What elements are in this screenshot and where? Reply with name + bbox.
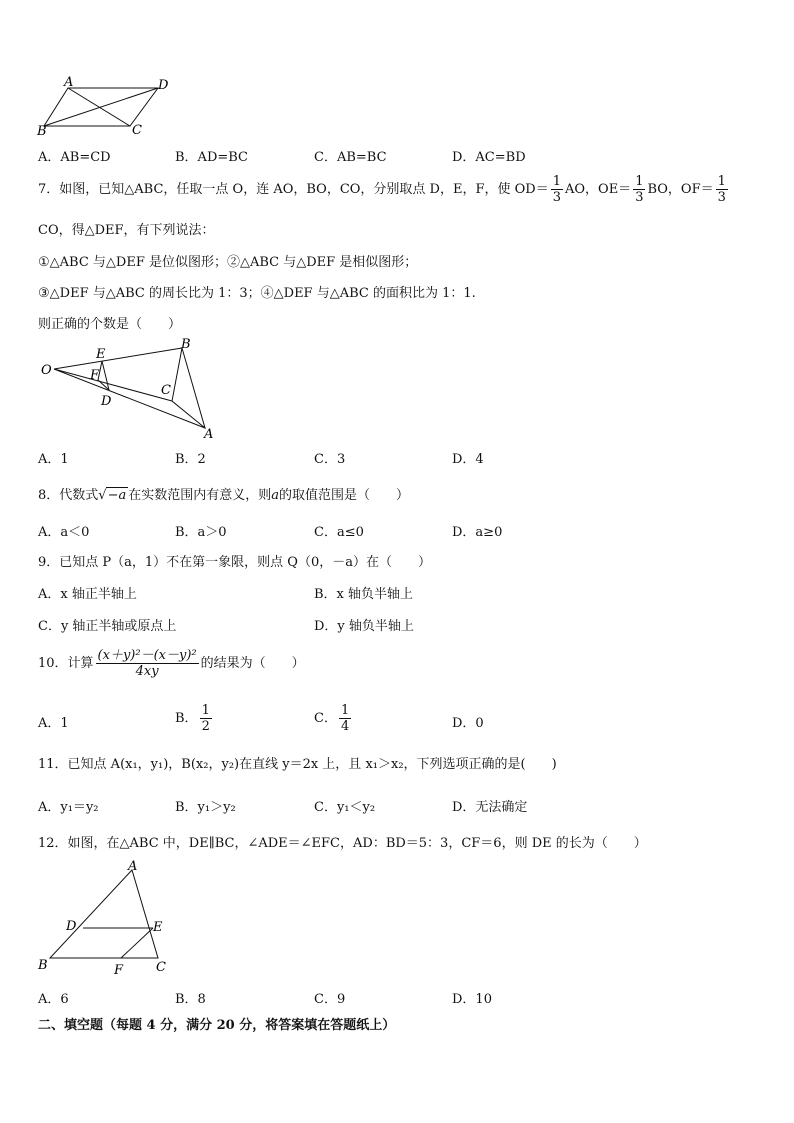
q7-label-e: E	[96, 347, 106, 362]
q12-triangle-figure	[36, 858, 186, 978]
q11-option-d[interactable]: D．无法确定	[452, 800, 528, 815]
q11-option-c[interactable]: C．y₁＜y₂	[314, 800, 376, 815]
q8-stem-part-1: 8．代数式	[38, 488, 99, 503]
q12-option-d[interactable]: D．10	[452, 992, 492, 1007]
q11-option-b[interactable]: B．y₁＞y₂	[175, 800, 236, 815]
q8-radicand: −a	[107, 488, 127, 503]
q6-label-b: B	[37, 124, 47, 138]
q7-statement-1: ①△ABC 与△DEF 是位似图形；②△ABC 与△DEF 是相似图形；	[38, 255, 418, 270]
q12-label-e: E	[153, 920, 163, 935]
q10-denominator: 4xy	[135, 664, 159, 679]
q12-label-d: D	[66, 919, 77, 934]
q9-stem: 9．已知点 P（a，1）不在第一象限，则点 Q（0，－a）在（ ）	[38, 555, 431, 570]
q8-stem	[38, 484, 409, 503]
q7-frac-oe: $\frac{1}{3}$	[635, 174, 644, 205]
q6-parallelogram-figure	[34, 76, 174, 138]
q10-fraction	[96, 648, 199, 679]
q12-option-a[interactable]: A．6	[38, 992, 69, 1007]
q8-option-a[interactable]: A．a＜0	[38, 525, 90, 540]
q9-option-b[interactable]: B．x 轴负半轴上	[314, 587, 414, 602]
q12-label-b: B	[38, 958, 48, 973]
q6-label-c: C	[132, 123, 142, 138]
q7-homothety-figure	[38, 334, 228, 442]
q11-option-a[interactable]: A．y₁＝y₂	[38, 800, 99, 815]
q12-stem: 12．如图，在△ABC 中，DE∥BC，∠ADE＝∠EFC，AD：BD＝5：3，CF＝6，则 DE 的长为（ ）	[38, 836, 647, 851]
q7-option-d[interactable]: D．4	[452, 452, 484, 467]
q10-stem	[38, 648, 305, 679]
q10-stem-part-2: 的结果为（ ）	[200, 656, 305, 671]
sqrt-icon: √	[98, 488, 107, 503]
q7-statement-2: ③△DEF 与△ABC 的周长比为 1：3；④△DEF 与△ABC 的面积比为 1：1.	[38, 286, 476, 301]
q10-option-a[interactable]: A．1	[38, 716, 69, 731]
q8-stem-part-2: 在实数范围内有意义，则	[128, 488, 272, 503]
q8-option-b[interactable]: B．a＞0	[175, 525, 227, 540]
q12-label-a: A	[128, 859, 138, 874]
q9-option-a[interactable]: A．x 轴正半轴上	[38, 587, 137, 602]
q7-label-f: F	[90, 368, 100, 383]
q9-option-c[interactable]: C．y 轴正半轴或原点上	[38, 619, 177, 634]
q10-option-c[interactable]: C． $\frac{1}{4}$	[314, 703, 350, 734]
q12-label-f: F	[114, 963, 124, 978]
q6-option-d[interactable]: D．AC=BD	[452, 150, 526, 165]
q10-option-b[interactable]: B． $\frac{1}{2}$	[175, 703, 210, 734]
q7-stem-line-1	[38, 174, 730, 205]
q10-option-d[interactable]: D．0	[452, 716, 484, 731]
q7-label-c: C	[161, 383, 171, 398]
q7-option-b[interactable]: B．2	[175, 452, 206, 467]
q8-variable: a	[271, 488, 280, 503]
q7-stem-part-2: AO，OE＝	[564, 182, 632, 197]
q7-frac-od: $\frac{1}{3}$	[552, 174, 561, 205]
q12-option-b[interactable]: B．8	[175, 992, 206, 1007]
q7-frac-of: $\frac{1}{3}$	[717, 174, 726, 205]
q7-stem-part-3: BO，OF＝	[647, 182, 714, 197]
q9-option-d[interactable]: D．y 轴负半轴上	[314, 619, 414, 634]
q6-option-b[interactable]: B．AD=BC	[175, 150, 248, 165]
section-2-title: 二、填空题（每题 4 分，满分 20 分，将答案填在答题纸上）	[38, 1018, 396, 1033]
q8-option-c[interactable]: C．a≤0	[314, 525, 364, 540]
q8-option-d[interactable]: D．a≥0	[452, 525, 503, 540]
q7-stem-part-1: 7．如图，已知△ABC，任取一点 O，连 AO，BO，CO，分别取点 D，E，F，使 OD＝	[38, 182, 549, 197]
q7-label-d: D	[101, 394, 112, 409]
q6-option-c[interactable]: C．AB=BC	[314, 150, 387, 165]
q7-ask: 则正确的个数是（ ）	[38, 317, 182, 332]
q7-label-a: A	[204, 427, 214, 442]
q10-numerator: (x＋y)²－(x－y)²	[97, 648, 197, 663]
q10-stem-part-1: 10．计算	[38, 656, 94, 671]
q6-option-a[interactable]: A．AB=CD	[38, 150, 111, 165]
q7-label-o: O	[41, 363, 52, 378]
q12-option-c[interactable]: C．9	[314, 992, 346, 1007]
q12-label-c: C	[156, 960, 166, 975]
q11-stem: 11．已知点 A(x₁，y₁)，B(x₂，y₂)在直线 y＝2x 上，且 x₁＞x₂，下列选项正确的是( )	[38, 757, 557, 772]
q8-stem-part-3: 的取值范围是（ ）	[279, 488, 410, 503]
q7-option-a[interactable]: A．1	[38, 452, 69, 467]
q7-stem-line-2: CO，得△DEF，有下列说法：	[38, 223, 215, 238]
q6-label-a: A	[64, 76, 74, 90]
q7-option-c[interactable]: C．3	[314, 452, 346, 467]
q7-label-b: B	[181, 337, 191, 352]
q6-label-d: D	[158, 78, 169, 93]
